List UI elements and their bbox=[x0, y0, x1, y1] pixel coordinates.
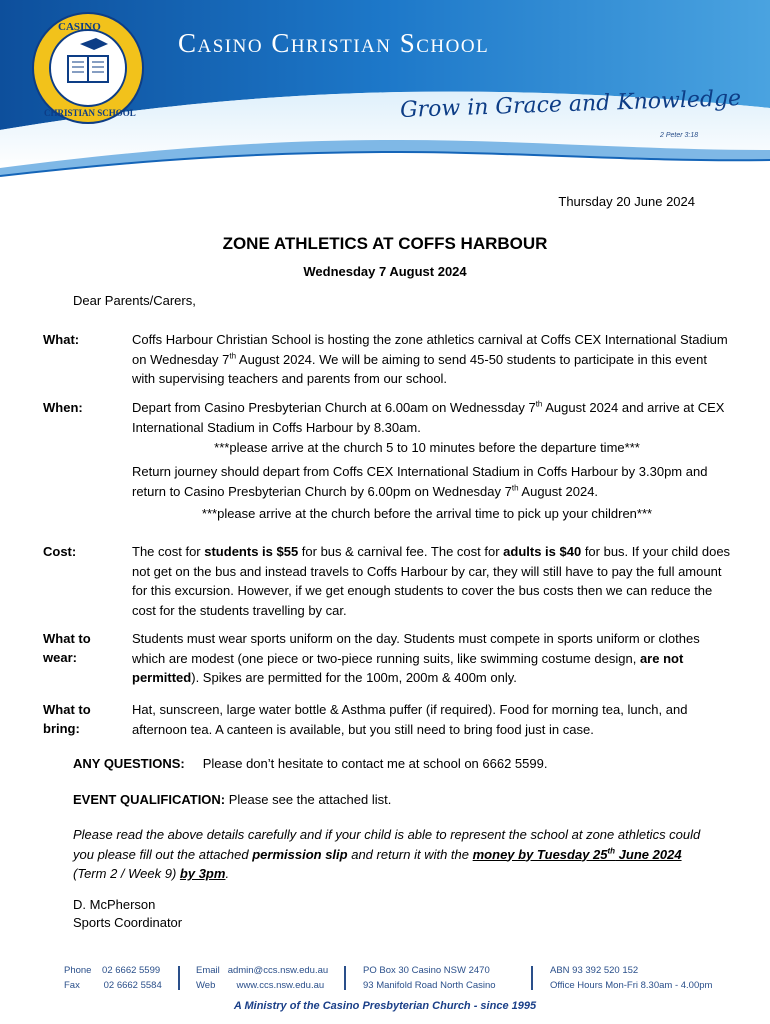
office-hours: Office Hours Mon-Fri 8.30am - 4.00pm bbox=[550, 980, 713, 991]
phone-label: Phone bbox=[64, 965, 92, 976]
departure-note: ***please arrive at the church 5 to 10 minutes before the departure time*** bbox=[214, 440, 640, 455]
cost-paragraph: The cost for students is $55 for bus & carnival fee. The cost for adults is $40 for bus. If your child does not get on the bus and instead travels to Coffs Harbour by car, they will still have to pay the full amount for this excursion. However, if we get enough students to cover the bus costs then we can reduce the cost for the students travelling by car. bbox=[132, 544, 731, 618]
fax-label: Fax bbox=[64, 980, 80, 991]
footer-email-web bbox=[196, 963, 328, 993]
wear-label: What to wear: bbox=[43, 631, 91, 665]
signature-name: D. McPherson bbox=[73, 897, 156, 912]
phone-number: 02 6662 5599 bbox=[102, 965, 161, 976]
what-label: What: bbox=[43, 332, 80, 347]
school-name: Casino Christian School bbox=[178, 28, 490, 58]
footer-divider bbox=[344, 966, 346, 990]
when-paragraph: Depart from Casino Presbyterian Church at 6.00am on Wednessday 7th August 2024 and arrive at CEX International Stadium in Coffs Harbour by 8.30am. bbox=[132, 399, 725, 435]
ministry-tagline: A Ministry of the Casino Presbyterian Church - since 1995 bbox=[233, 1000, 537, 1012]
footer-abn-hours bbox=[550, 963, 712, 993]
event-date: Wednesday 7 August 2024 bbox=[303, 264, 467, 279]
web-label: Web bbox=[196, 980, 216, 991]
qualification-line: EVENT QUALIFICATION: Please see the attached list. bbox=[73, 792, 392, 807]
abn: ABN 93 392 520 152 bbox=[550, 965, 639, 976]
web-link[interactable]: www.ccs.nsw.edu.au bbox=[236, 980, 325, 991]
motto-reference: 2 Peter 3:18 bbox=[660, 132, 699, 139]
bring-label: What to bring: bbox=[43, 702, 91, 736]
footer-divider bbox=[531, 966, 533, 990]
closing-paragraph: Please read the above details carefully and if your child is able to represent the school at zone athletics could you please fill out the attached permission slip and return it with the money by Tuesday 25th June 2024 (Term 2 / Week 9) by 3pm. bbox=[73, 827, 701, 881]
email-link[interactable]: admin@ccs.nsw.edu.au bbox=[227, 965, 329, 976]
letterhead-banner bbox=[0, 0, 770, 178]
logo-text-bottom: CHRISTIAN SCHOOL bbox=[44, 108, 136, 118]
footer-phone-fax bbox=[64, 963, 162, 993]
school-motto: Grow in Grace and Knowledge bbox=[399, 86, 742, 123]
salutation: Dear Parents/Carers, bbox=[73, 293, 196, 308]
footer-divider bbox=[178, 966, 180, 990]
email-label: Email bbox=[196, 965, 220, 976]
arrival-note: ***please arrive at the church before the arrival time to pick up your children*** bbox=[201, 506, 653, 521]
cost-label: Cost: bbox=[43, 544, 77, 559]
letter-title: ZONE ATHLETICS AT COFFS HARBOUR bbox=[222, 234, 548, 253]
logo-text-top: CASINO bbox=[58, 21, 101, 33]
street-address: 93 Manifold Road North Casino bbox=[363, 980, 496, 991]
po-box: PO Box 30 Casino NSW 2470 bbox=[363, 965, 490, 976]
signature-role: Sports Coordinator bbox=[73, 915, 183, 930]
fax-number: 02 6662 5584 bbox=[103, 980, 162, 991]
what-paragraph: Coffs Harbour Christian School is hosting the zone athletics carnival at Coffs CEX International Stadium on Wednesday 7th August 2024. We will be aiming to send 45-50 students to participate in this event with supervising teachers and parents from our school. bbox=[132, 332, 728, 386]
return-paragraph: Return journey should depart from Coffs CEX International Stadium in Coffs Harbour by 3.30pm and return to Casino Presbyterian Church by 6.00pm on Wednesday 7th August 2024. bbox=[132, 464, 708, 499]
letter-date: Thursday 20 June 2024 bbox=[558, 194, 695, 209]
questions-line: ANY QUESTIONS: Please don’t hesitate to contact me at school on 6662 5599. bbox=[73, 756, 548, 771]
wear-paragraph: Students must wear sports uniform on the day. Students must compete in sports uniform or clothes which are modest (one piece or two-piece running suits, like swimming costume design, are not permitted). Spikes are permitted for the 100m, 200m & 400m only. bbox=[132, 631, 700, 685]
bring-paragraph: Hat, sunscreen, large water bottle & Asthma puffer (if required). Food for morning tea, lunch, and afternoon tea. A canteen is available, but you still need to bring food just in case. bbox=[132, 702, 688, 737]
footer-address bbox=[363, 963, 496, 993]
school-logo bbox=[33, 13, 143, 123]
when-label: When: bbox=[43, 400, 83, 415]
